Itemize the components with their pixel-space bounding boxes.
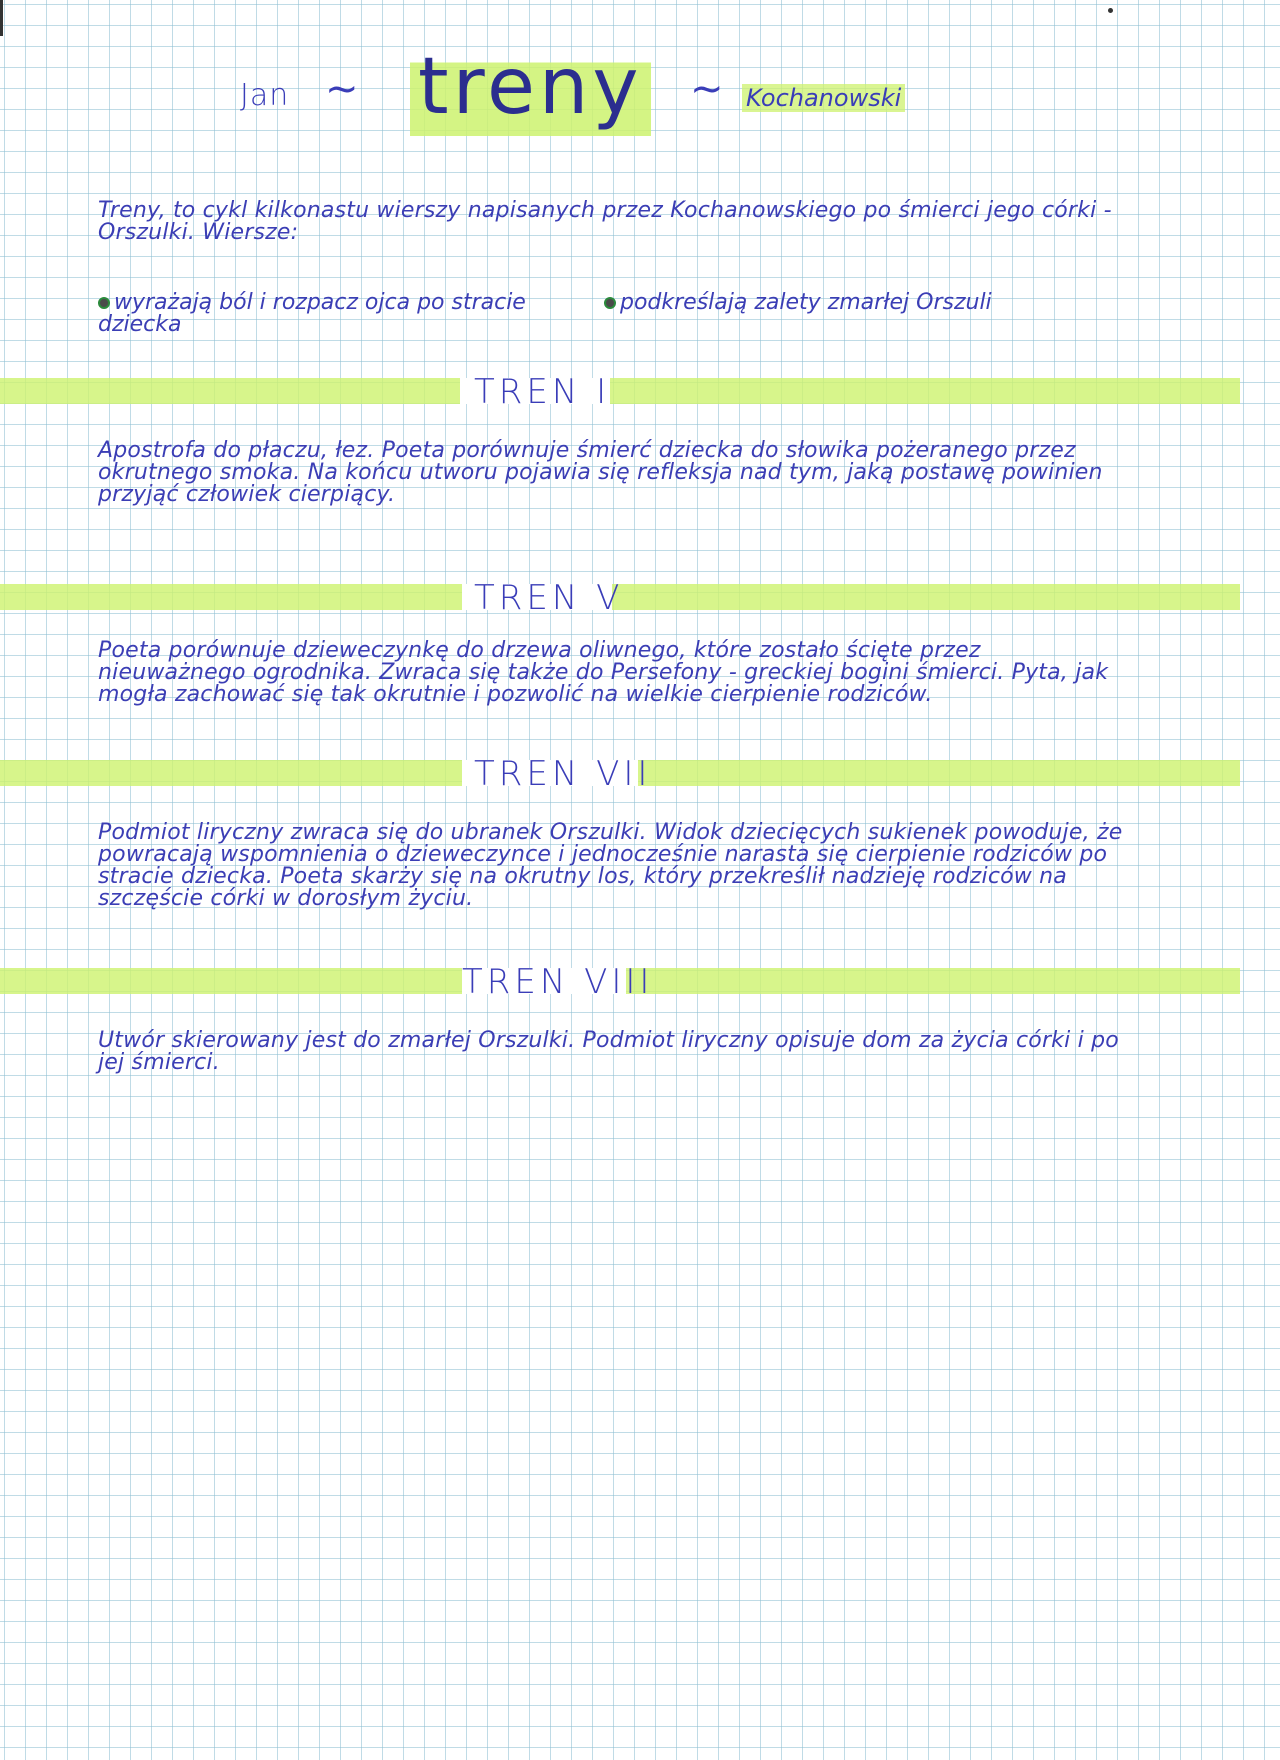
title-separator-right: ~: [690, 66, 724, 112]
section-text-tren-8: Utwór skierowany jest do zmarłej Orszulki. Podmiot liryczny opisuje dom za życia córki i po jej śmierci.: [98, 1028, 1119, 1075]
section-text-tren-1: Apostrofa do płaczu, łez. Poeta porównuje śmierć dziecka do słowika pożeranego przez okrutnego smoka. Na końcu utworu pojawia się refleksja nad tym, jaką postawę powinien przyjąć człowiek cierpiący.: [98, 438, 1103, 507]
section-heading-tren-1: TREN I: [474, 372, 611, 412]
section-heading-tren-5: TREN V: [474, 578, 624, 618]
intro-bullet-text: podkreślają zalety zmarłej Orszuli: [620, 290, 992, 315]
intro-text: Treny, to cykl kilkonastu wierszy napisanych przez Kochanowskiego po śmierci jego córki - Orszulki. Wiersze:: [98, 198, 1112, 245]
page-title: treny: [410, 44, 651, 136]
intro-bullet-item: [604, 292, 1104, 314]
bullet-dot-icon: [98, 297, 110, 309]
scan-speck: [1108, 8, 1113, 13]
section-heading-tren-7: TREN VII: [474, 754, 652, 794]
title-separator-left: ~: [325, 66, 359, 112]
intro-bullet-text: wyrażają ból i rozpacz ojca po stracie dziecka: [98, 290, 526, 337]
intro-bullet-item: [98, 292, 568, 336]
author-first-name: Jan: [240, 78, 290, 113]
bullet-dot-icon: [604, 297, 616, 309]
scan-edge-mark: [0, 0, 3, 36]
section-highlight-band: [0, 378, 1240, 404]
section-text-tren-7: Podmiot liryczny zwraca się do ubranek Orszulki. Widok dziecięcych sukienek powoduje, że powracają wspomnienia o dzieweczynce i jednocześnie narasta się cierpienie rodziców po stracie dziecka. Poeta skarży się na okrutny los, który przekreślił nadzieję rodziców na szczęście córki w dorosłym życiu.: [98, 820, 1123, 911]
section-text-tren-5: Poeta porównuje dzieweczynkę do drzewa oliwnego, które zostało ścięte przez nieuważnego ogrodnika. Zwraca się także do Persefony - greckiej bogini śmierci. Pyta, jak mogła zachować się tak okrutnie i pozwolić na wielkie cierpienie rodziców.: [98, 638, 1109, 707]
intro-bullet-list: [98, 292, 1118, 352]
author-last-name: Kochanowski: [742, 84, 905, 112]
section-heading-tren-8: TREN VIII: [462, 962, 654, 1002]
